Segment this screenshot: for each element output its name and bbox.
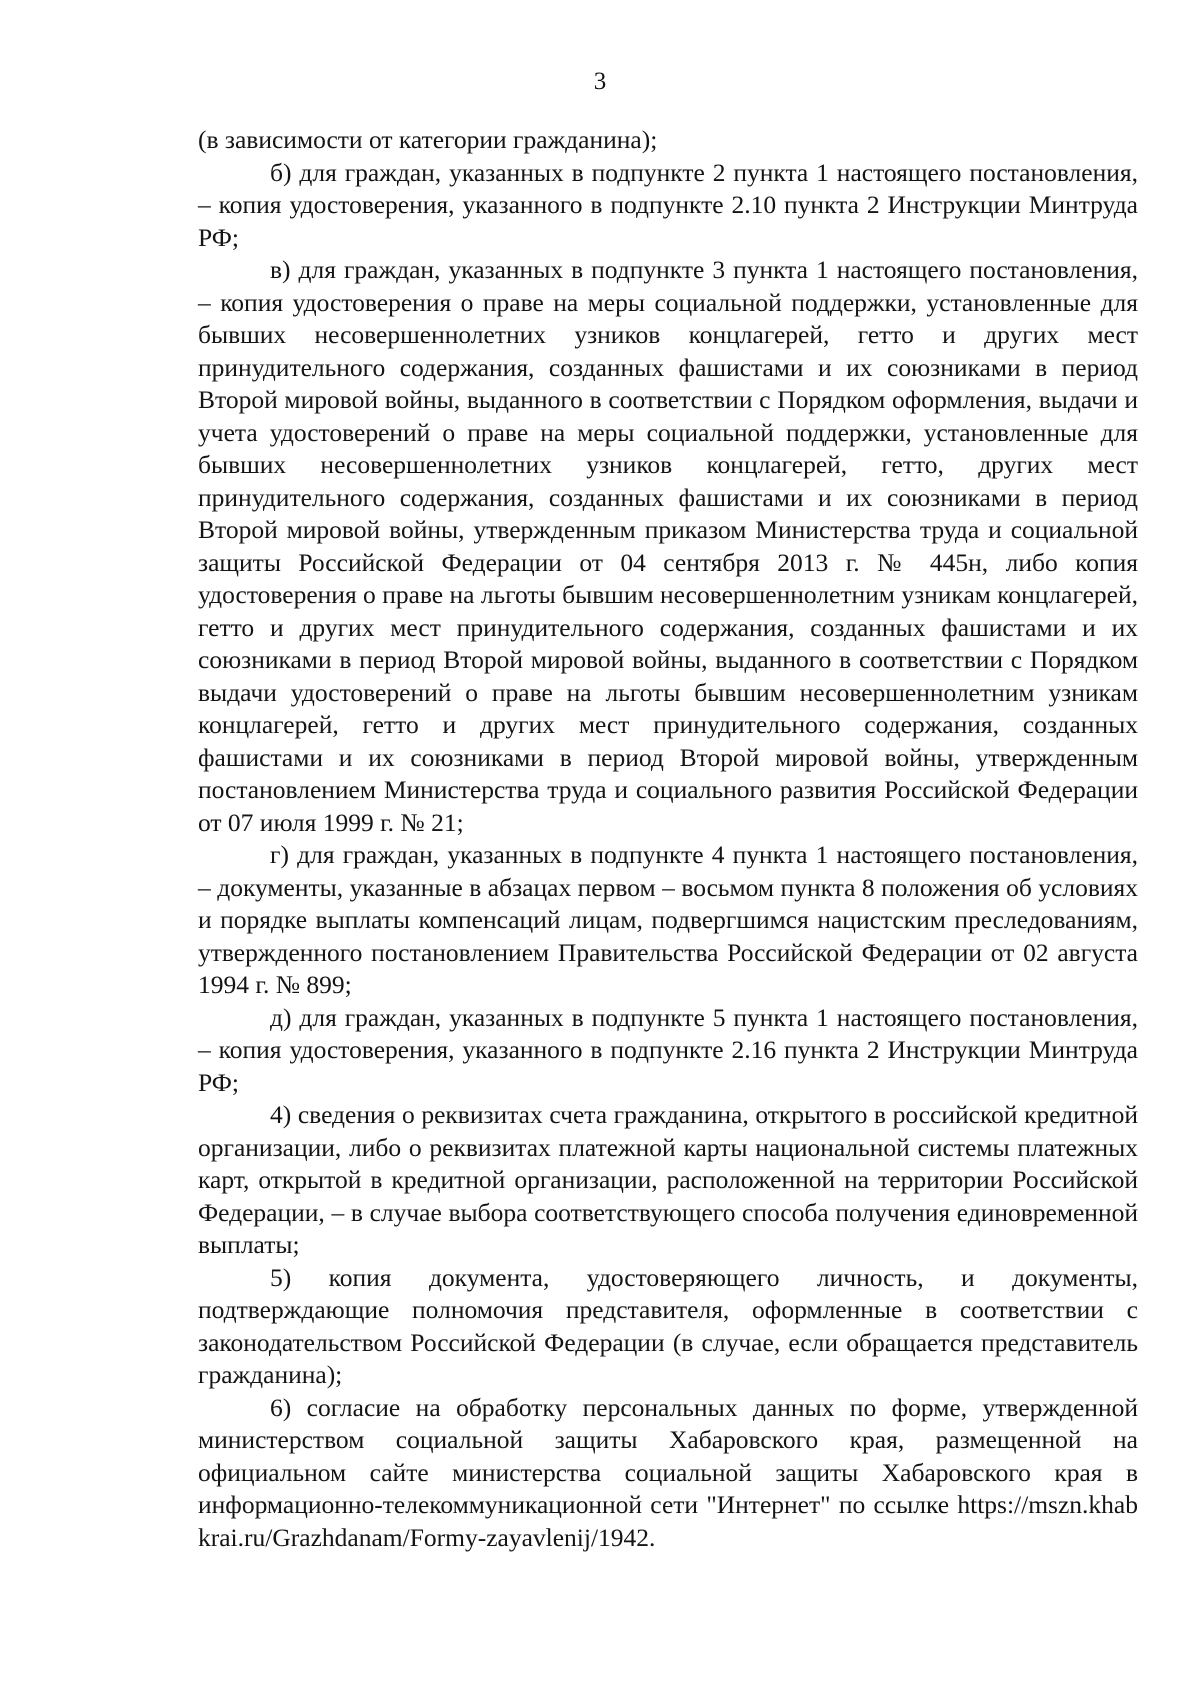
consent-form-link[interactable]: https://mszn.khabkrai.ru/Grazhdanam/Formy-zayavlenij/1942. xyxy=(198,1490,1138,1552)
paragraph-item-6-text: 6) согласие на обработку персональных данных по форме, утвержденной министерством социальной защиты Хабаровского края, размещенной на официальном сайте министерства социальной защиты Хабаровского края в информационно-телекоммуникационной сети "Интернет" по ссылке xyxy=(198,1392,1138,1519)
paragraph-category-note: (в зависимости от категории гражданина); xyxy=(198,125,658,154)
paragraph-item-4: 4) сведения о реквизитах счета гражданина, открытого в российской кредитной организации, либо о реквизитах платежной карты национальной системы платежных карт, открытой в кредитной организации, расположенной на территории Российской Федерации, – в случае выбора соответствующего способа получения единовременной выплаты; xyxy=(198,1100,1138,1259)
document-body xyxy=(198,124,1138,1554)
page-number: 3 xyxy=(593,68,607,95)
paragraph-item-5: 5) копия документа, удостоверяющего личность, и документы, подтверждающие полномочия представителя, оформленные в соответствии с законодательством Российской Федерации (в случае, если обращается представитель гражданина); xyxy=(198,1262,1138,1389)
paragraph-item-6 xyxy=(198,1392,1138,1555)
paragraph-subitem-v: в) для граждан, указанных в подпункте 3 пункта 1 настоящего постановления, – копия удостоверения о праве на меры социальной поддержки, установленные для бывших несовершеннолетних узников концлагерей, гетто и других мест принудительного содержания, созданных фашистами и их союзниками в период Второй мировой войны, выданного в соответствии с Порядком оформления, выдачи и учета удостоверений о праве на меры социальной поддержки, установленные для бывших несовершеннолетних узников концлагерей, гетто, других мест принудительного содержания, созданных фашистами и их союзниками в период Второй мировой войны, утвержденным приказом Министерства труда и социальной защиты Российской Федерации от 04 сентября 2013 г. № 445н, либо копия удостоверения о праве на льготы бывшим несовершеннолетним узникам концлагерей, гетто и других мест принудительного содержания, созданных фашистами и их союзниками в период Второй мировой войны, выданного в соответствии с Порядком выдачи удостоверений о праве на льготы бывшим несовершеннолетним узникам концлагерей, гетто и других мест принудительного содержания, созданных фашистами и их союзниками в период Второй мировой войны, утвержденным постановлением Министерства труда и социального развития Российской Федерации от 07 июля 1999 г. № 21; xyxy=(198,255,1138,837)
paragraph-subitem-b: б) для граждан, указанных в подпункте 2 пункта 1 настоящего постановления, – копия удостоверения, указанного в подпункте 2.10 пункта 2 Инструкции Минтруда РФ; xyxy=(198,157,1138,252)
paragraph-subitem-g: г) для граждан, указанных в подпункте 4 пункта 1 настоящего постановления, – документы, указанные в абзацах первом – восьмом пункта 8 положения об условиях и порядке выплаты компенсаций лицам, подвергшимся нацистским преследованиям, утвержденного постановлением Правительства Российской Федерации от 02 августа 1994 г. № 899; xyxy=(198,840,1138,999)
paragraph-subitem-d: д) для граждан, указанных в подпункте 5 пункта 1 настоящего постановления, – копия удостоверения, указанного в подпункте 2.16 пункта 2 Инструкции Минтруда РФ; xyxy=(198,1002,1138,1097)
